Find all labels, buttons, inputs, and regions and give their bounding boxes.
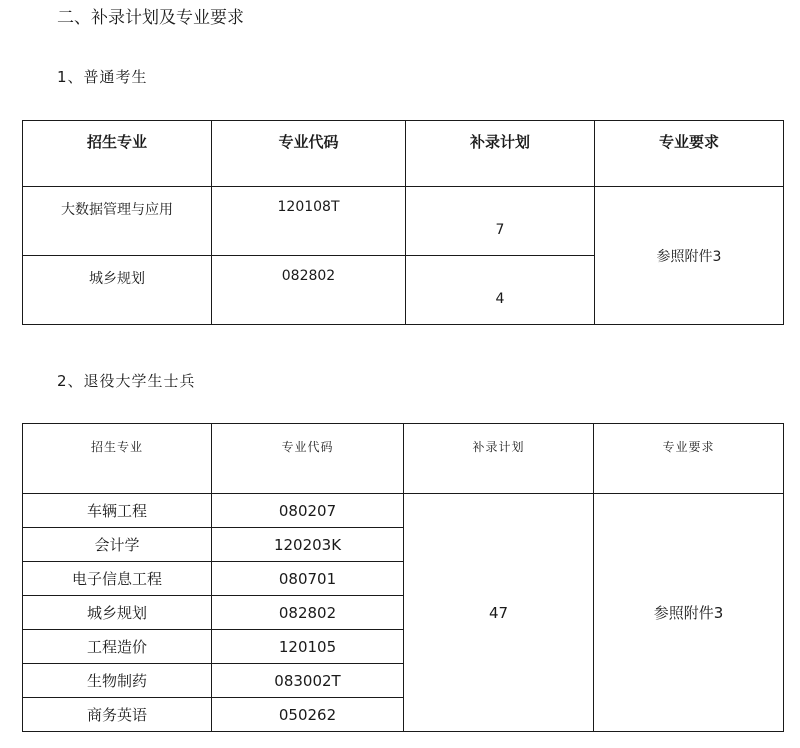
code-cell: 120108T: [212, 187, 406, 256]
header-plan: 补录计划: [406, 121, 595, 187]
plan-cell: 47: [404, 494, 594, 732]
plan-cell: 7: [406, 187, 595, 256]
code-cell: 050262: [212, 698, 404, 732]
header-requirement: 专业要求: [595, 121, 784, 187]
veteran-students-table: [22, 423, 784, 732]
table-row: [23, 494, 784, 528]
table-row: [23, 187, 784, 256]
header-requirement: 专业要求: [594, 424, 784, 494]
code-cell: 080701: [212, 562, 404, 596]
major-cell: 城乡规划: [23, 256, 212, 325]
major-cell: 车辆工程: [23, 494, 212, 528]
code-cell: 082802: [212, 596, 404, 630]
section-title: 二、补录计划及专业要求: [57, 8, 244, 28]
code-cell: 120105: [212, 630, 404, 664]
major-cell: 工程造价: [23, 630, 212, 664]
code-cell: 080207: [212, 494, 404, 528]
major-cell: 生物制药: [23, 664, 212, 698]
header-plan: 补录计划: [404, 424, 594, 494]
plan-cell: 4: [406, 256, 595, 325]
group2-title: 2、退役大学生士兵: [57, 372, 196, 390]
major-cell: 电子信息工程: [23, 562, 212, 596]
header-major: 招生专业: [23, 121, 212, 187]
header-code: 专业代码: [212, 424, 404, 494]
code-cell: 120203K: [212, 528, 404, 562]
regular-students-table: [22, 120, 784, 325]
group1-title: 1、普通考生: [57, 68, 148, 86]
header-code: 专业代码: [212, 121, 406, 187]
table-header-row: [23, 121, 784, 187]
code-cell: 082802: [212, 256, 406, 325]
requirement-cell: 参照附件3: [595, 187, 784, 325]
major-cell: 商务英语: [23, 698, 212, 732]
requirement-cell: 参照附件3: [594, 494, 784, 732]
code-cell: 083002T: [212, 664, 404, 698]
major-cell: 会计学: [23, 528, 212, 562]
major-cell: 城乡规划: [23, 596, 212, 630]
table-header-row: [23, 424, 784, 494]
header-major: 招生专业: [23, 424, 212, 494]
major-cell: 大数据管理与应用: [23, 187, 212, 256]
